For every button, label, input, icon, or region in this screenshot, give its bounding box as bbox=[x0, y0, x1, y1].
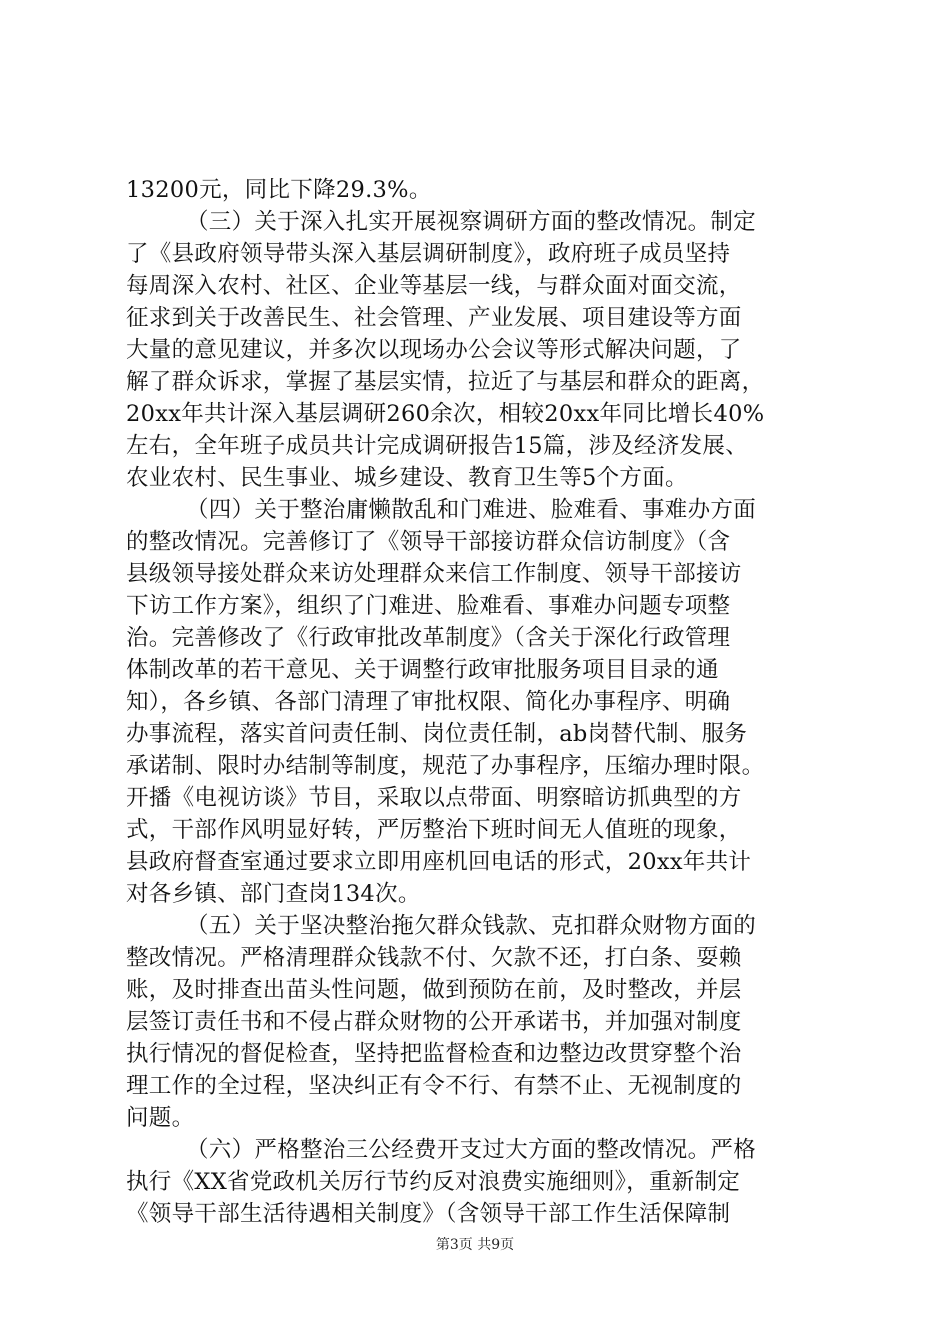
text-line: 县级领导接处群众来访处理群众来信工作制度、领导干部接访 bbox=[126, 561, 742, 587]
text-line: 20xx年共计深入基层调研260余次，相较20xx年同比增长40% bbox=[126, 401, 765, 427]
paragraph-6-heading-line: （六）严格整治三公经费开支过大方面的整改情况。严格 bbox=[186, 1137, 757, 1163]
text-line: 县政府督查室通过要求立即用座机回电话的形式，20xx年共计 bbox=[126, 849, 752, 875]
paragraph-4-heading-line: （四）关于整治庸懒散乱和门难进、脸难看、事难办方面 bbox=[186, 497, 757, 523]
text-line: 每周深入农村、社区、企业等基层一线，与群众面对面交流， bbox=[126, 273, 742, 299]
text-line: 承诺制、限时办结制等制度，规范了办事程序，压缩办理时限。 bbox=[126, 753, 765, 779]
paragraph-5-heading-line: （五）关于坚决整治拖欠群众钱款、克扣群众财物方面的 bbox=[186, 913, 757, 939]
text-line: 治。完善修改了《行政审批改革制度》（含关于深化行政管理 bbox=[126, 625, 731, 651]
text-line: 13200元，同比下降29.3%。 bbox=[126, 177, 432, 203]
text-line: 征求到关于改善民生、社会管理、产业发展、项目建设等方面 bbox=[126, 305, 742, 331]
text-line: 整改情况。严格清理群众钱款不付、欠款不还，打白条、耍赖 bbox=[126, 945, 742, 971]
text-line: 大量的意见建议，并多次以现场办公会议等形式解决问题，了 bbox=[126, 337, 742, 363]
text-line: 执行《XX省党政机关厉行节约反对浪费实施细则》，重新制定 bbox=[126, 1169, 741, 1195]
page-number-footer: 第3页 共9页 bbox=[435, 1237, 515, 1253]
text-line: 层签订责任书和不侵占群众财物的公开承诺书，并加强对制度 bbox=[126, 1009, 742, 1035]
text-line: 问题。 bbox=[126, 1105, 195, 1131]
text-line: 执行情况的督促检查，坚持把监督检查和边整边改贯穿整个治 bbox=[126, 1041, 742, 1067]
document-body bbox=[126, 174, 831, 1230]
text-line: 对各乡镇、部门查岗134次。 bbox=[126, 881, 421, 907]
text-line: 理工作的全过程，坚决纠正有令不行、有禁不止、无视制度的 bbox=[126, 1073, 742, 1099]
text-line: 办事流程，落实首问责任制、岗位责任制，ab岗替代制、服务 bbox=[126, 721, 748, 747]
text-line: 的整改情况。完善修订了《领导干部接访群众信访制度》（含 bbox=[126, 529, 731, 555]
text-line: 左右，全年班子成员共计完成调研报告15篇，涉及经济发展、 bbox=[126, 433, 749, 459]
text-line: 体制改革的若干意见、关于调整行政审批服务项目目录的通 bbox=[126, 657, 719, 683]
text-line: 《领导干部生活待遇相关制度》（含领导干部工作生活保障制 bbox=[126, 1201, 731, 1227]
text-line: 式，干部作风明显好转，严厉整治下班时间无人值班的现象， bbox=[126, 817, 742, 843]
text-line: 了《县政府领导带头深入基层调研制度》，政府班子成员坚持 bbox=[126, 241, 731, 267]
text-line: 账，及时排查出苗头性问题，做到预防在前，及时整改，并层 bbox=[126, 977, 742, 1003]
text-line: 知），各乡镇、各部门清理了审批权限、简化办事程序、明确 bbox=[126, 689, 731, 715]
text-line: 下访工作方案》，组织了门难进、脸难看、事难办问题专项整 bbox=[126, 593, 731, 619]
paragraph-3-heading-line: （三）关于深入扎实开展视察调研方面的整改情况。制定 bbox=[186, 209, 757, 235]
text-line: 开播《电视访谈》节目，采取以点带面、明察暗访抓典型的方 bbox=[126, 785, 742, 811]
text-line: 解了群众诉求，掌握了基层实情，拉近了与基层和群众的距离， bbox=[126, 369, 765, 395]
text-line: 农业农村、民生事业、城乡建设、教育卫生等5个方面。 bbox=[126, 465, 688, 491]
